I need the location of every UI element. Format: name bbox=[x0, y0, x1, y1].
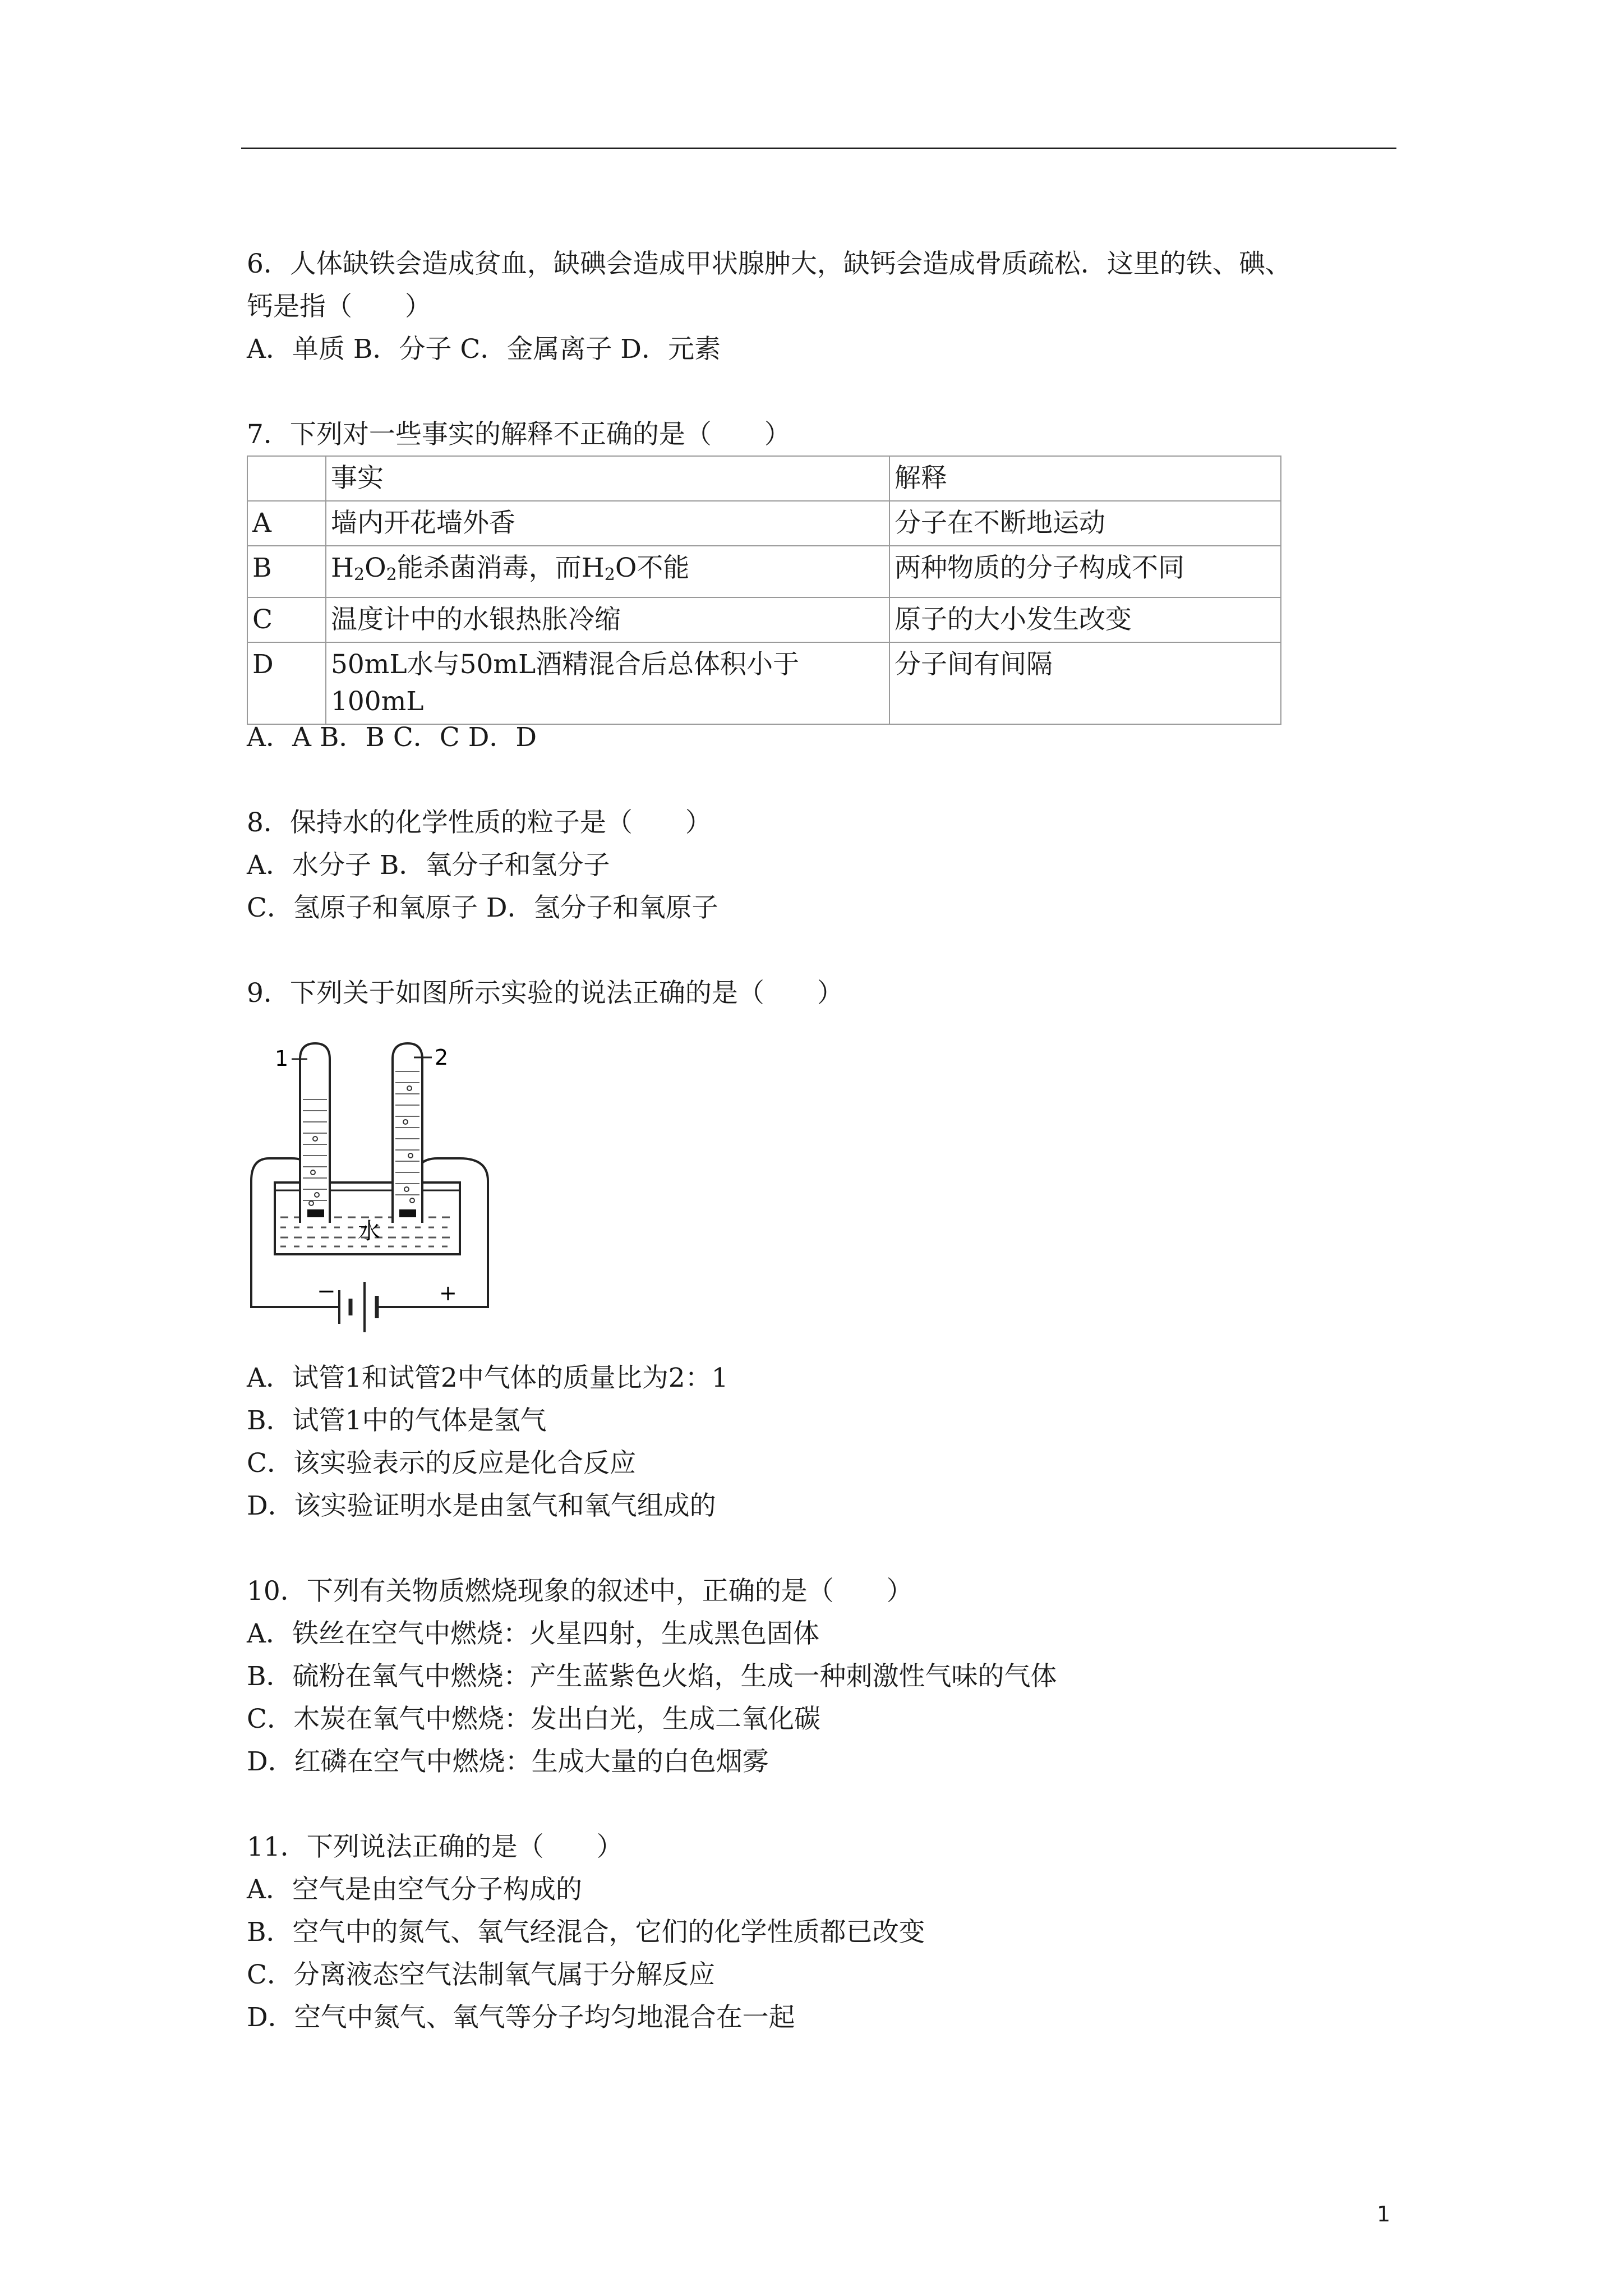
q6-stem-line2: 钙是指（ ） bbox=[247, 291, 431, 322]
table-row bbox=[247, 456, 1281, 501]
q8-stem: 8．保持水的化学性质的粒子是（ ） bbox=[247, 807, 712, 838]
q6-options: A．单质 B．分子 C．金属离子 D．元素 bbox=[247, 334, 721, 365]
q9-option-c: C．该实验表示的反应是化合反应 bbox=[247, 1448, 636, 1479]
table-row bbox=[247, 546, 1281, 597]
q9-stem: 9．下列关于如图所示实验的说法正确的是（ ） bbox=[247, 978, 843, 1009]
q7-options: A．A B．B C．C D．D bbox=[247, 722, 537, 753]
header-rule bbox=[241, 148, 1396, 149]
q9-option-a: A．试管1和试管2中气体的质量比为2：1 bbox=[247, 1363, 728, 1393]
tube2-label: 2 bbox=[435, 1045, 449, 1070]
electrode-1 bbox=[307, 1209, 324, 1217]
row-label: B bbox=[247, 546, 326, 597]
q11-option-a: A．空气是由空气分子构成的 bbox=[247, 1874, 582, 1905]
q10-option-c: C．木炭在氧气中燃烧：发出白光，生成二氧化碳 bbox=[247, 1704, 820, 1734]
q11-option-b: B．空气中的氮气、氧气经混合，它们的化学性质都已改变 bbox=[247, 1917, 925, 1948]
table-cell bbox=[247, 456, 326, 501]
formula-subscript: 2 bbox=[604, 565, 615, 585]
page-number: 1 bbox=[1377, 2202, 1391, 2226]
q6-stem-line1: 6．人体缺铁会造成贫血，缺碘会造成甲状腺肿大，缺钙会造成骨质疏松．这里的铁、碘、 bbox=[247, 249, 1292, 279]
row-fact bbox=[326, 546, 889, 597]
table-header-explain: 解释 bbox=[889, 456, 1281, 501]
q8-options-ab: A．水分子 B．氧分子和氢分子 bbox=[247, 850, 610, 881]
electrolysis-diagram bbox=[247, 1032, 505, 1341]
q7-stem: 7．下列对一些事实的解释不正确的是（ ） bbox=[247, 419, 791, 450]
q11-option-d: D．空气中氮气、氧气等分子均匀地混合在一起 bbox=[247, 2002, 795, 2033]
q10-option-d: D．红磷在空气中燃烧：生成大量的白色烟雾 bbox=[247, 1746, 769, 1777]
row-fact: 墙内开花墙外香 bbox=[326, 501, 889, 546]
battery-icon bbox=[331, 1282, 393, 1332]
row-fact-line2: 100mL bbox=[331, 686, 424, 717]
q10-stem: 10．下列有关物质燃烧现象的叙述中，正确的是（ ） bbox=[247, 1576, 913, 1607]
table-row bbox=[247, 642, 1281, 724]
row-fact-line1: 50mL水与50mL酒精混合后总体积小于 bbox=[331, 649, 800, 680]
row-label: A bbox=[247, 501, 326, 546]
table-row bbox=[247, 501, 1281, 546]
q9-option-b: B．试管1中的气体是氢气 bbox=[247, 1405, 547, 1436]
tube1-label: 1 bbox=[275, 1046, 289, 1071]
electrode-2 bbox=[399, 1209, 416, 1217]
row-explain: 原子的大小发生改变 bbox=[889, 597, 1281, 642]
row-label: C bbox=[247, 597, 326, 642]
q11-stem: 11．下列说法正确的是（ ） bbox=[247, 1832, 623, 1862]
formula-subscript: 2 bbox=[354, 565, 365, 585]
q10-option-a: A．铁丝在空气中燃烧：火星四射，生成黑色固体 bbox=[247, 1618, 819, 1649]
row-fact: 温度计中的水银热胀冷缩 bbox=[326, 597, 889, 642]
table-row bbox=[247, 597, 1281, 642]
row-explain: 分子在不断地运动 bbox=[889, 501, 1281, 546]
q9-option-d: D．该实验证明水是由氢气和氧气组成的 bbox=[247, 1490, 716, 1521]
q8-options-cd: C．氢原子和氧原子 D．氢分子和氧原子 bbox=[247, 892, 718, 923]
minus-sign: − bbox=[317, 1278, 336, 1304]
row-explain: 两种物质的分子构成不同 bbox=[889, 546, 1281, 597]
formula-subscript: 2 bbox=[386, 565, 397, 585]
test-tube-2 bbox=[393, 1043, 422, 1223]
formula-text: H bbox=[331, 553, 354, 583]
q11-option-c: C．分离液态空气法制氧气属于分解反应 bbox=[247, 1959, 715, 1990]
formula-text: 能杀菌消毒，而H bbox=[396, 553, 605, 583]
table-header-fact: 事实 bbox=[326, 456, 889, 501]
formula-text: O不能 bbox=[615, 553, 690, 583]
water-label: 水 bbox=[358, 1218, 380, 1244]
row-explain: 分子间有间隔 bbox=[889, 642, 1281, 724]
formula-text: O bbox=[365, 553, 386, 583]
plus-sign: + bbox=[439, 1281, 457, 1305]
q10-option-b: B．硫粉在氧气中燃烧：产生蓝紫色火焰，生成一种刺激性气味的气体 bbox=[247, 1661, 1057, 1692]
q7-table bbox=[247, 455, 1281, 725]
row-fact bbox=[326, 642, 889, 724]
row-label: D bbox=[247, 642, 326, 724]
